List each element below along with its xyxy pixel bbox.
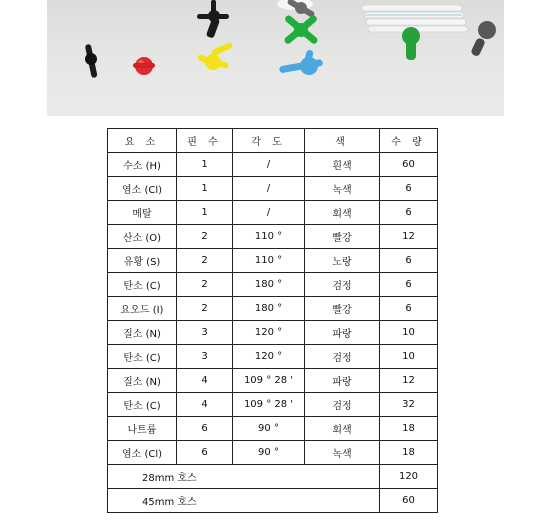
quantity-cell: 6 — [380, 297, 438, 321]
pins-cell: 3 — [177, 345, 233, 369]
table-row — [108, 225, 438, 249]
header-element: 요 소 — [108, 129, 177, 153]
element-cell: 산소 (O) — [108, 225, 177, 249]
product-photo — [47, 0, 504, 116]
color-cell: 파랑 — [305, 369, 380, 393]
red-atom — [133, 57, 155, 75]
color-cell: 녹색 — [305, 177, 380, 201]
black-atom-2pin — [85, 44, 98, 79]
hose-row — [108, 465, 438, 489]
angle-cell: 120 ° — [233, 345, 305, 369]
angle-cell: 109 ° 28 ' — [233, 369, 305, 393]
green-atom-4pin — [283, 14, 319, 45]
quantity-cell: 12 — [380, 369, 438, 393]
color-cell: 노랑 — [305, 249, 380, 273]
hose-quantity: 120 — [380, 465, 438, 489]
hose-label: 45mm 호스 — [108, 489, 380, 513]
table-row — [108, 273, 438, 297]
color-cell: 빨강 — [305, 297, 380, 321]
element-cell: 수소 (H) — [108, 153, 177, 177]
pins-cell: 2 — [177, 273, 233, 297]
pins-cell: 6 — [177, 417, 233, 441]
angle-cell: 90 ° — [233, 441, 305, 465]
hose-label: 28mm 호스 — [108, 465, 380, 489]
color-cell: 회색 — [305, 417, 380, 441]
element-cell: 나트륨 — [108, 417, 177, 441]
angle-cell: 120 ° — [233, 321, 305, 345]
pins-cell: 2 — [177, 249, 233, 273]
angle-cell: / — [233, 177, 305, 201]
table-row — [108, 441, 438, 465]
quantity-cell: 12 — [380, 225, 438, 249]
element-cell: 질소 (N) — [108, 321, 177, 345]
table-row — [108, 345, 438, 369]
table-row — [108, 249, 438, 273]
angle-cell: / — [233, 201, 305, 225]
quantity-cell: 6 — [380, 177, 438, 201]
table-row — [108, 417, 438, 441]
header-quantity: 수 량 — [380, 129, 438, 153]
header-pins: 핀 수 — [177, 129, 233, 153]
angle-cell: 90 ° — [233, 417, 305, 441]
table-row — [108, 201, 438, 225]
color-cell: 검정 — [305, 345, 380, 369]
pins-cell: 4 — [177, 369, 233, 393]
pins-cell: 1 — [177, 177, 233, 201]
angle-cell: 109 ° 28 ' — [233, 393, 305, 417]
color-cell: 녹색 — [305, 441, 380, 465]
quantity-cell: 10 — [380, 321, 438, 345]
color-cell: 검정 — [305, 393, 380, 417]
table-row — [108, 153, 438, 177]
yellow-atom — [197, 42, 233, 70]
table-row — [108, 177, 438, 201]
green-atom-1pin — [402, 27, 420, 60]
molecule-parts-illustration — [47, 0, 504, 116]
element-cell: 탄소 (C) — [108, 273, 177, 297]
component-table — [107, 128, 438, 513]
color-cell: 파랑 — [305, 321, 380, 345]
angle-cell: 110 ° — [233, 249, 305, 273]
pins-cell: 2 — [177, 297, 233, 321]
pins-cell: 3 — [177, 321, 233, 345]
color-cell: 흰색 — [305, 153, 380, 177]
quantity-cell: 10 — [380, 345, 438, 369]
quantity-cell: 18 — [380, 417, 438, 441]
element-cell: 염소 (Cl) — [108, 441, 177, 465]
pins-cell: 4 — [177, 393, 233, 417]
angle-cell: 110 ° — [233, 225, 305, 249]
table-row — [108, 297, 438, 321]
element-cell: 탄소 (C) — [108, 345, 177, 369]
element-cell: 질소 (N) — [108, 369, 177, 393]
pins-cell: 1 — [177, 201, 233, 225]
header-color: 색 — [305, 129, 380, 153]
quantity-cell: 6 — [380, 273, 438, 297]
table-header-row — [108, 129, 438, 153]
table-row — [108, 369, 438, 393]
quantity-cell: 6 — [380, 249, 438, 273]
element-cell: 유황 (S) — [108, 249, 177, 273]
quantity-cell: 18 — [380, 441, 438, 465]
angle-cell: / — [233, 153, 305, 177]
element-cell: 요오드 (I) — [108, 297, 177, 321]
color-cell: 빨강 — [305, 225, 380, 249]
pins-cell: 2 — [177, 225, 233, 249]
hose-quantity: 60 — [380, 489, 438, 513]
element-cell: 염소 (Cl) — [108, 177, 177, 201]
quantity-cell: 6 — [380, 201, 438, 225]
table-row — [108, 393, 438, 417]
blue-atom — [279, 49, 324, 75]
table-row — [108, 321, 438, 345]
black-atom-4pin — [197, 0, 229, 39]
quantity-cell: 60 — [380, 153, 438, 177]
quantity-cell: 32 — [380, 393, 438, 417]
pins-cell: 1 — [177, 153, 233, 177]
element-cell: 탄소 (C) — [108, 393, 177, 417]
header-angle: 각 도 — [233, 129, 305, 153]
angle-cell: 180 ° — [233, 297, 305, 321]
pins-cell: 6 — [177, 441, 233, 465]
gray-atom-1pin — [470, 21, 496, 57]
color-cell: 회색 — [305, 201, 380, 225]
angle-cell: 180 ° — [233, 273, 305, 297]
color-cell: 검정 — [305, 273, 380, 297]
element-cell: 메탈 — [108, 201, 177, 225]
hose-row — [108, 489, 438, 513]
